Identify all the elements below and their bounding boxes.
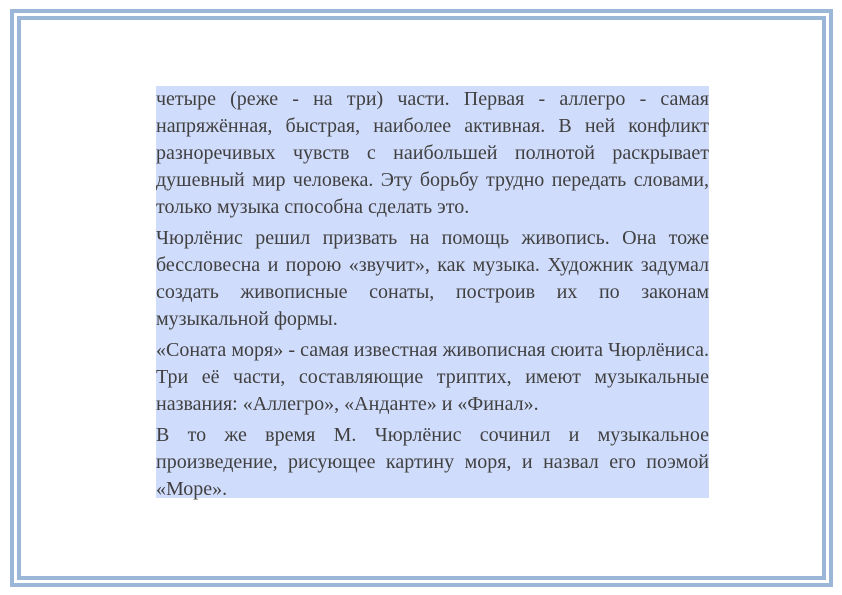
paragraph-3: «Соната моря» - самая известная живописная сюита Чюрлёниса. Три её части, составляющие триптих, имеют музыкальные названия: «Аллегро», «Анданте» и «Финал». [156, 339, 709, 415]
body-text-box [156, 86, 709, 498]
paragraph-2: Чюрлёнис решил призвать на помощь живопись. Она тоже бессловесна и порою «звучит», как музыка. Художник задумал создать живописные сонаты, построив их по законам музыкальной формы. [156, 227, 709, 330]
paragraph-4: В то же время М. Чюрлёнис сочинил и музыкальное произведение, рисующее картину моря, и назвал его поэмой «Море». [156, 424, 709, 500]
paragraph-1: четыре (реже - на три) части. Первая - аллегро - самая напряжённая, быстрая, наиболее активная. В ней конфликт разноречивых чувств с наибольшей полнотой раскрывает душевный мир человека. Эту борьбу трудно передать словами, только музыка способна сделать это. [156, 88, 709, 218]
